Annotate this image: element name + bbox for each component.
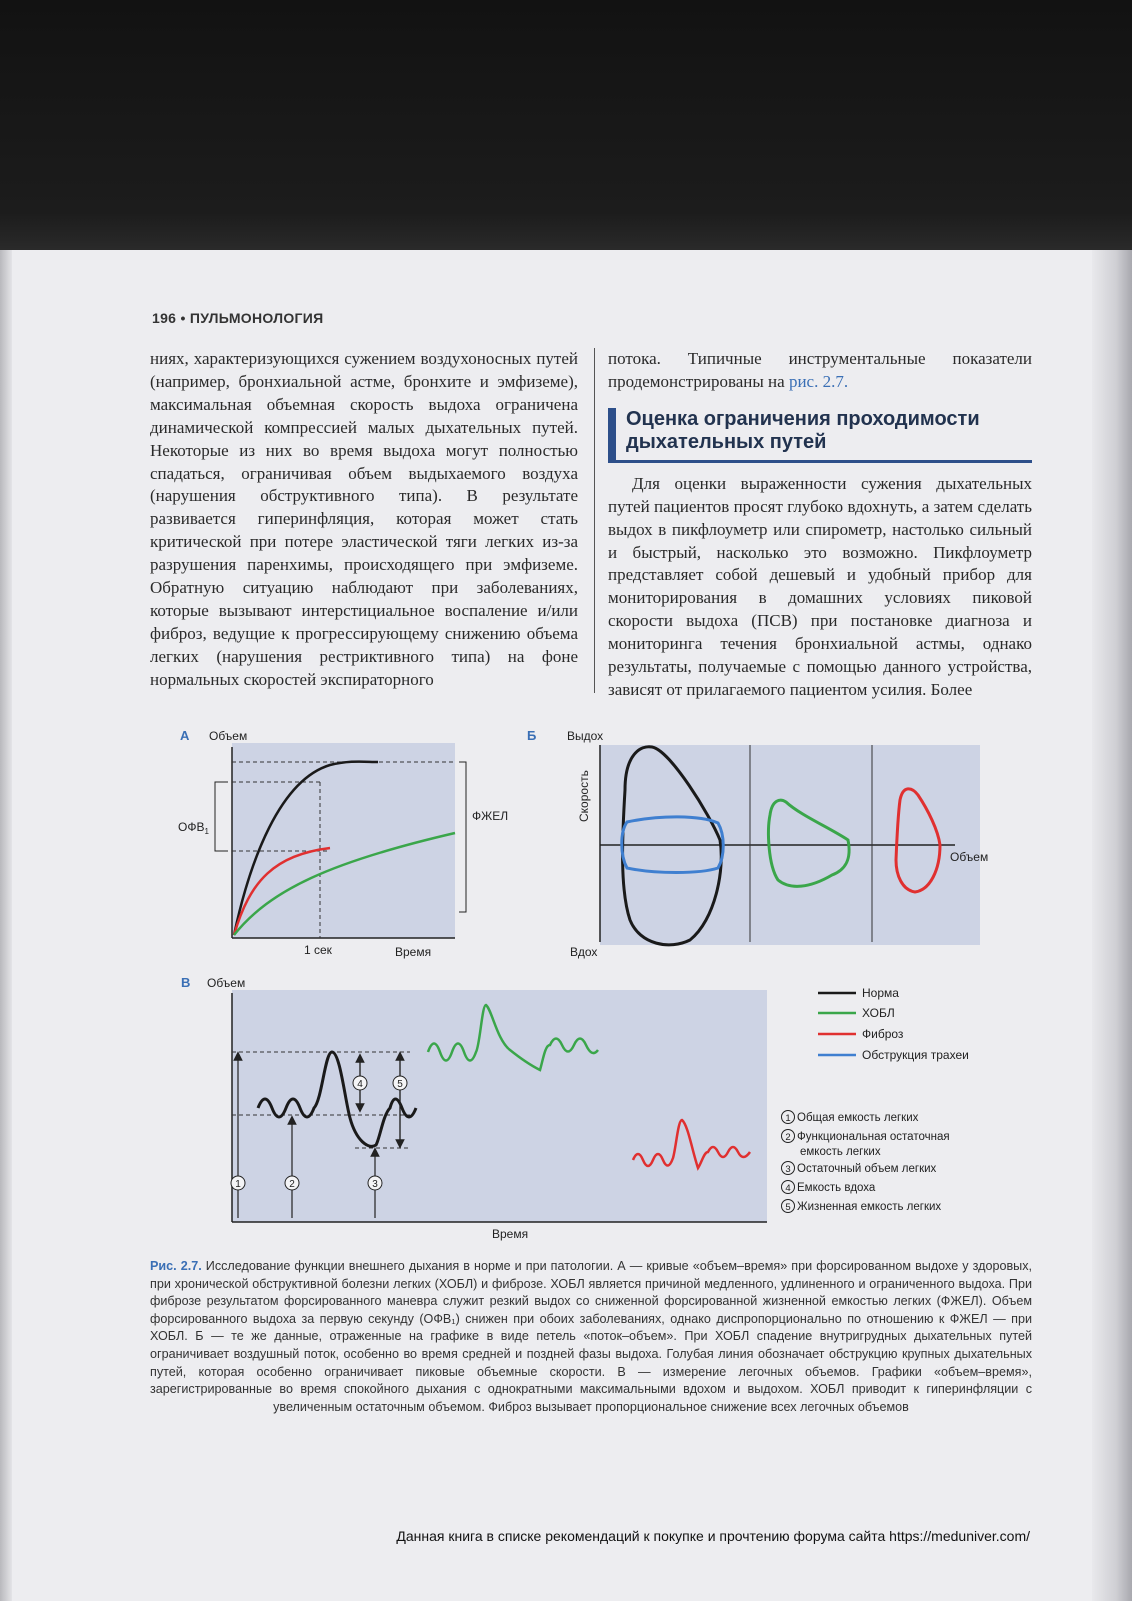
figure-reference-link[interactable]: рис. 2.7. [788, 371, 849, 391]
panel-a-x-label: Время [395, 945, 432, 959]
panel-a [178, 728, 508, 959]
numbered-legend-text-5: Жизненная емкость легких [797, 1201, 942, 1213]
panel-b-y-label: Скорость [577, 770, 591, 822]
numbered-legend-text-4: Емкость вдоха [797, 1182, 876, 1194]
panel-v-background [232, 990, 767, 1222]
panel-b-letter: Б [527, 728, 537, 743]
panel-a-ofv-label [178, 820, 209, 836]
footer-note: Данная книга в списке рекомендаций к покупке и прочтению форума сайта https://meduniver.com/ [396, 1528, 1030, 1544]
marker-1-text: 1 [235, 1179, 241, 1190]
panel-b-top-label: Выдох [567, 729, 604, 743]
legend-item-copd [818, 1006, 895, 1020]
panel-b-x-label: Объем [950, 850, 989, 864]
numbered-legend-num-4: 4 [785, 1183, 791, 1194]
panel-a-bracket-fzhel [459, 762, 466, 912]
numbered-legend-text-1: Общая емкость легких [797, 1112, 919, 1124]
panel-v [181, 975, 767, 1241]
legend-label-fibrosis: Фиброз [862, 1027, 904, 1041]
color-legend [818, 986, 969, 1062]
marker-4-text: 4 [357, 1079, 363, 1090]
numbered-legend-item-4 [782, 1181, 876, 1195]
numbered-legend-text-2b: емкость легких [800, 1146, 881, 1158]
intro-text: потока. Типичные инструментальные показатели продемонстрированы на [608, 349, 1032, 391]
caption-text: Исследование функции внешнего дыхания в норме и при патологии. А — кривые «объем–время» при форсированном выдохе у здоровых, при хронической обструктивной болезни легких (ХОБЛ) и фиброзе. ХОБЛ является причиной медленного, удлиненного и ограниченного выдоха. При фиброзе результатом форсированного маневра служит резкий выдох со сниженной форсированной жизненной емкостью легких (ФЖЕЛ). Объем форсированного выдоха за первую секунду (ОФВ₁) снижен при обоих заболеваниях, однако диспропорционально по отношению к ФЖЕЛ — при ХОБЛ. Б — те же данные, отраженные на графике в виде петель «поток–объем». При ХОБЛ спадение внутригрудных дыхательных путей ограничивает воздушный поток, особенно во время средней и поздней фазы выдоха. Голубая линия обозначает обструкцию крупных дыхательных путей, которая особенно ограничивает пиковые объемные скорости. В — измерение легочных объемов. Графики «объем–время», зарегистрированные во время спокойного дыхания с однократными максимальными вдохом и выдохом. ХОБЛ приводит к гиперинфляции с увеличенным остаточным объемом. Фиброз вызывает пропорциональное снижение всех легочных объемов [150, 1259, 1033, 1414]
section-heading: Оценка ограничения проходимости дыхательных путей [608, 408, 1032, 463]
left-column-text: ниях, характеризующихся сужением воздухоносных путей (например, бронхиальной астме, бронхите и эмфиземе), максимальная объемная скорость выдоха ограничена динамической компрессией малых дыхательных путей. Некоторые из них во время выдоха могут полностью спадаться, ограничивая объем выдыхаемого воздуха (нарушения обструктивного типа). В результате развивается гиперинфляция, которая может стать критической при потере эластической тяги легких из-за разрушения паренхимы, происходящего при эмфиземе. Обратную ситуацию наблюдают при заболеваниях, которые вызывают интерстициальное воспаление и/или фиброз, ведущие к прогрессирующему снижению объема легких (нарушения рестриктивного типа) на фоне нормальных скоростей экспираторного [150, 349, 578, 689]
panel-a-fzhel-label: ФЖЕЛ [472, 809, 509, 823]
legend-label-norm: Норма [862, 986, 899, 1000]
panel-v-marker-2 [285, 1176, 299, 1190]
panel-v-letter: В [181, 975, 191, 990]
numbered-legend-item-2 [782, 1130, 950, 1159]
panel-v-marker-1 [231, 1176, 245, 1190]
legend-label-trachea: Обструкция трахеи [862, 1048, 969, 1062]
panel-a-y-label: Объем [209, 729, 248, 743]
caption-label: Рис. 2.7. [150, 1259, 202, 1273]
right-column-paragraph: Для оценки выраженности сужения дыхательных путей пациентов просят глубоко вдохнуть, а затем сделать выдох в пикфлоуметр или спирометр, настолько сильный и быстрый, насколько это возможно. Пикфлоуметр представляет собой дешевый и удобный прибор для мониторирования в домашних условиях пиковой скорости выдоха (ПСВ) при постановке диагноза и мониторинга течения бронхиальной астмы, однако результаты, получаемые с помощью данного устройства, зависят от прилагаемого пациентом усилия. Более [608, 473, 1032, 699]
marker-5-text: 5 [397, 1079, 403, 1090]
panel-v-x-label: Время [492, 1227, 529, 1241]
panel-a-letter: А [180, 728, 190, 743]
numbered-legend-num-5: 5 [785, 1202, 791, 1213]
figure-caption [150, 1258, 1032, 1416]
numbered-legend-item-1 [782, 1111, 919, 1125]
numbered-legend-text-2: Функциональная остаточная [797, 1131, 950, 1143]
numbered-legend-item-3 [782, 1162, 937, 1176]
numbered-legend-num-2: 2 [785, 1132, 791, 1143]
legend-item-fibrosis [818, 1027, 904, 1041]
panel-a-tick-1sec: 1 сек [304, 943, 332, 957]
panel-a-bracket-ofv [215, 782, 228, 851]
legend-item-trachea [818, 1048, 969, 1062]
panel-b-bottom-label: Вдох [570, 945, 598, 959]
numbered-legend-num-1: 1 [785, 1113, 791, 1124]
panel-v-marker-5 [393, 1076, 407, 1090]
marker-2-text: 2 [289, 1179, 295, 1190]
panel-b [527, 728, 988, 959]
numbered-legend-text-3: Остаточный объем легких [797, 1163, 937, 1175]
numbered-legend-item-5 [782, 1200, 942, 1214]
panel-v-marker-4 [353, 1076, 367, 1090]
marker-3-text: 3 [372, 1179, 378, 1190]
numbered-legend-num-3: 3 [785, 1164, 791, 1175]
legend-item-norm [818, 986, 899, 1000]
legend-label-copd: ХОБЛ [862, 1006, 895, 1020]
running-head: 196 • ПУЛЬМОНОЛОГИЯ [152, 310, 324, 326]
panel-v-y-label: Объем [207, 976, 246, 990]
panel-v-marker-3 [368, 1176, 382, 1190]
ofv-label-text: ОФВ [178, 820, 205, 834]
numbered-legend [782, 1111, 950, 1214]
ofv-label-sub: 1 [204, 827, 209, 836]
